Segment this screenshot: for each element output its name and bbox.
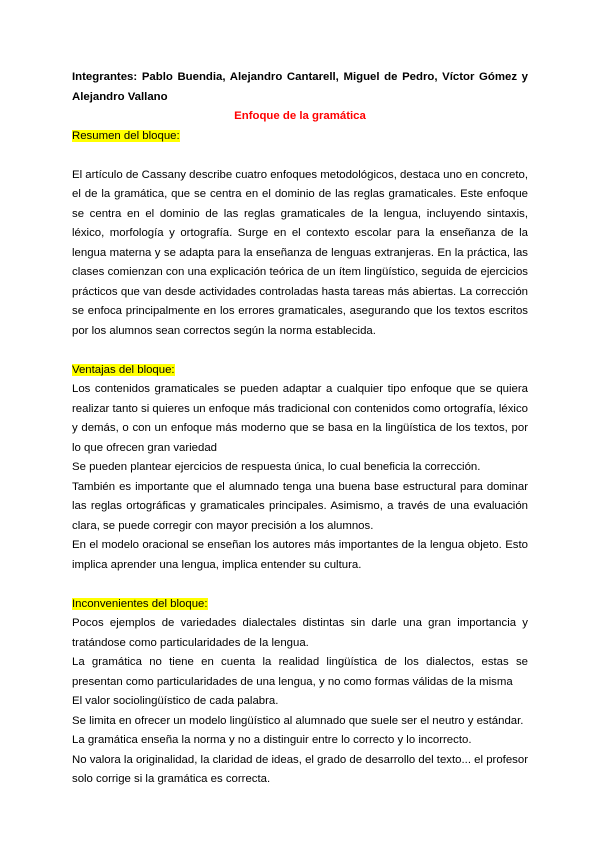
- heading-highlight: Ventajas del bloque:: [72, 363, 175, 376]
- section-ventajas: [72, 361, 528, 576]
- inconvenientes-paragraph: No valora la originalidad, la claridad de ideas, el grado de desarrollo del texto... el profesor solo corrige si la gramática es correcta.: [72, 753, 528, 785]
- resumen-paragraph: El artículo de Cassany describe cuatro enfoques metodológicos, destaca uno en concreto, el de la gramática, que se centra en el dominio de las reglas gramaticales. Este enfoque se centra en el dominio de las reglas gramaticales de la lengua, incluyendo sintaxis, léxico, morfología y ortografía. Surge en el contexto escolar para la enseñanza de la lengua materna y se adapta para la enseñanza de lenguas extranjeras. En la práctica, las clases comienzan con una explicación teórica de un ítem lingüístico, seguida de ejercicios prácticos que van desde actividades controladas hasta tareas más abiertas. La corrección se enfoca principalmente en los errores gramaticales, asegurando que los textos escritos por los alumnos sean correctos según la norma establecida.: [72, 168, 528, 337]
- heading-highlight: Resumen del bloque:: [72, 129, 180, 142]
- ventajas-paragraph: En el modelo oracional se enseñan los autores más importantes de la lengua objeto. Esto implica aprender una lengua, implica entender su cultura.: [72, 539, 528, 571]
- inconvenientes-paragraph: La gramática no tiene en cuenta la realidad lingüística de los dialectos, estas se presentan como particularidades de una lengua, y no como formas válidas de la misma: [72, 656, 528, 688]
- inconvenientes-paragraph: Pocos ejemplos de variedades dialectales distintas sin darle una gran importancia y tratándose como particularidades de la lengua.: [72, 617, 528, 649]
- section-inconvenientes: [72, 595, 528, 790]
- inconvenientes-paragraph: La gramática enseña la norma y no a distinguir entre lo correcto y lo incorrecto.: [72, 734, 472, 746]
- inconvenientes-paragraph: El valor sociolingüístico de cada palabra.: [72, 695, 279, 707]
- section-heading-resumen: [72, 127, 528, 147]
- section-heading-ventajas: [72, 361, 528, 381]
- inconvenientes-paragraph: Se limita en ofrecer un modelo lingüístico al alumnado que suele ser el neutro y estándar.: [72, 714, 524, 727]
- ventajas-paragraph: Los contenidos gramaticales se pueden adaptar a cualquier tipo enfoque que se quiera realizar tanto si quieres un enfoque más tradicional con contenidos como ortografía, léxico y demás, o con un enfoque más moderno que se basa en la lingüística de los textos, por lo que ofrecen gran variedad: [72, 383, 528, 454]
- document-page: [72, 68, 528, 790]
- ventajas-paragraph: También es importante que el alumnado tenga una buena base estructural para dominar las reglas ortográficas y gramaticales principales. Asimismo, a través de una evaluación clara, se puede corregir con mayor precisión a los alumnos.: [72, 480, 528, 532]
- section-heading-inconvenientes: [72, 595, 528, 615]
- authors-line: Integrantes: Pablo Buendia, Alejandro Cantarell, Miguel de Pedro, Víctor Gómez y Alejandro Vallano: [72, 71, 528, 103]
- heading-highlight: Inconvenientes del bloque:: [72, 597, 208, 610]
- document-title: Enfoque de la gramática: [234, 110, 366, 122]
- section-resumen: [72, 127, 528, 342]
- ventajas-paragraph: Se pueden plantear ejercicios de respuesta única, lo cual beneficia la corrección.: [72, 461, 481, 473]
